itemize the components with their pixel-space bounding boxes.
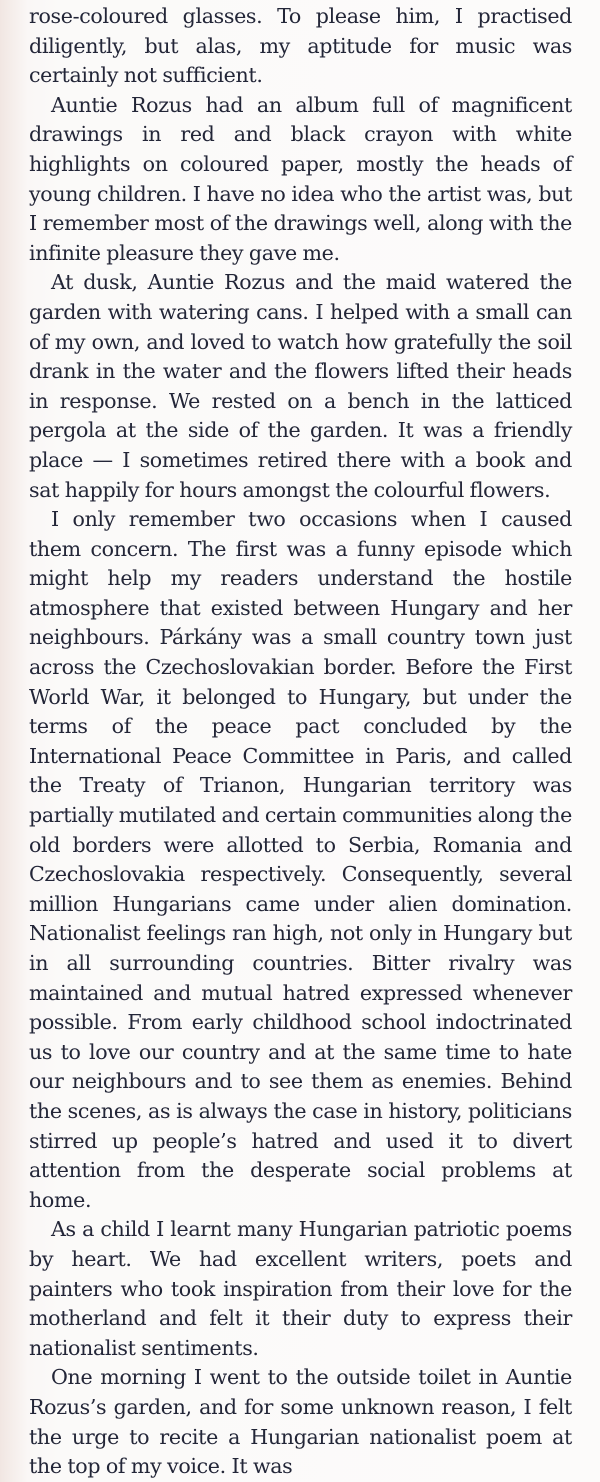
paragraph-album-drawings: Auntie Rozus had an album full of magnificent drawings in red and black crayon with white highlights on coloured paper, mostly the heads of young children. I have no idea who the artist was, but I remember most of the drawings well, along with the infinite pleasure they gave me. — [29, 92, 572, 265]
paragraph-trianon-history: I only remember two occasions when I caused them concern. The first was a funny episode which might help my readers understand the hostile atmosphere that existed between Hungary and her neighbours. Párkány was a small country town just across the Czechoslovakian border. Before the First World War, it belonged to Hungary, but under the terms of the peace pact concluded by the International Peace Committee in Paris, and called the Treaty of Trianon, Hungarian territory was partially mutilated and certain communities along the old borders were allotted to Serbia, Romania and Czechoslovakia respectively. Consequently, several million Hungarians came under alien domination. Nationalist feelings ran high, not only in Hungary but in all surrounding countries. Bitter rivalry was maintained and mutual hatred expressed whenever possible. From early childhood school indoctrinated us to love our country and at the same time to hate our neighbours and to see them as enemies. Behind the scenes, as is always the case in history, politicians stirred up people’s hatred and used it to divert attention from the desperate social problems at home. — [29, 507, 572, 1212]
paragraph-music-continuation: rose-coloured glasses. To please him, I practised diligently, but alas, my aptitude for music was certainly not sufficient. — [29, 4, 572, 88]
paragraph-garden-dusk: At dusk, Auntie Rozus and the maid watered the garden with watering cans. I helped with a small can of my own, and loved to watch how gratefully the soil drank in the water and the flowers lifted their heads in response. We rested on a bench in the latticed pergola at the side of the garden. It was a friendly place — I sometimes retired there with a book and sat happily for hours amongst the colourful flowers. — [29, 270, 572, 502]
paragraph-outside-toilet: One morning I went to the outside toilet in Auntie Rozus’s garden, and for some unknown reason, I felt the urge to recite a Hungarian nationalist poem at the top of my voice. It was — [29, 1365, 572, 1479]
paragraph-patriotic-poems: As a child I learnt many Hungarian patriotic poems by heart. We had excellent writers, poets and painters who took inspiration from their love for the motherland and felt it their duty to express their nationalist sentiments. — [29, 1217, 572, 1360]
book-page — [29, 2, 572, 1482]
